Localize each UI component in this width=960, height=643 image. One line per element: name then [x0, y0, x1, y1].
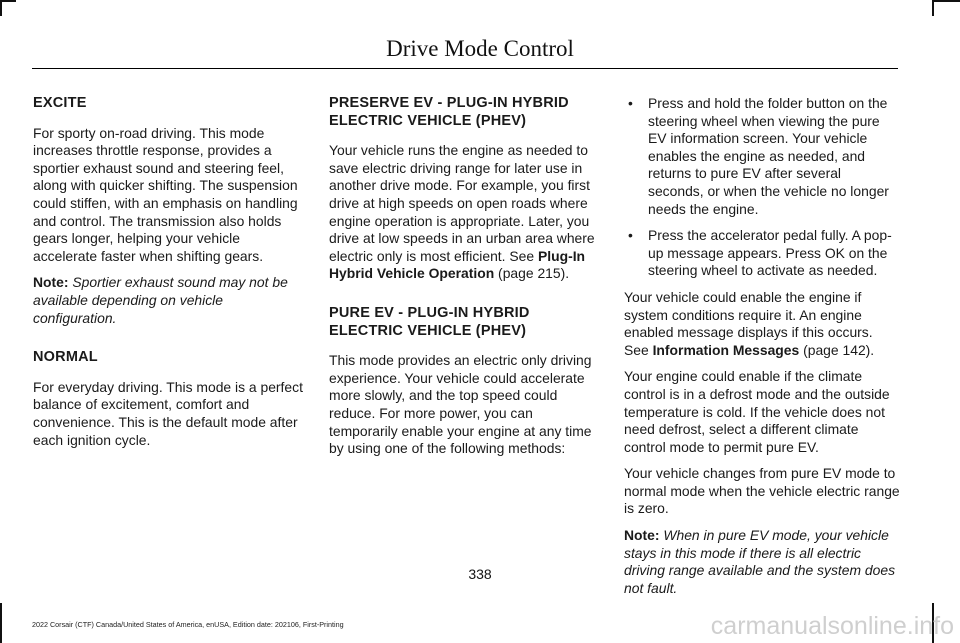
- defrost-paragraph: Your engine could enable if the climate control is in a defrost mode and the outside temperature is cold. If the vehicle does not need defrost, select a different climate control mode to permit pure EV.: [624, 368, 890, 455]
- watermark: carmanualsonline.info: [710, 612, 954, 640]
- excite-description: For sporty on-road driving. This mode increases throttle response, provides a sportier exhaust sound and steering feel, along with quicker shifting. The suspension could stiffen, with an emphasis on handling and control. The transmission also holds gears longer, helping your vehicle accelerate faster when shifting gears.: [33, 124, 298, 264]
- note-text: When in pure EV mode, your vehicle stays in this mode if there is all electric driving range available and the system does not fault.: [624, 527, 896, 596]
- page-reference: (page 142).: [799, 341, 875, 358]
- method-list: [624, 95, 900, 280]
- section-heading-pure-ev: PURE EV - PLUG-IN HYBRID ELECTRIC VEHICLE (PHEV): [329, 304, 530, 339]
- header-divider: [32, 68, 898, 69]
- column-middle: [329, 95, 601, 467]
- pure-ev-note: [624, 527, 900, 597]
- engine-enable-paragraph: [624, 289, 900, 359]
- normal-description: For everyday driving. This mode is a perfect balance of excitement, comfort and convenience. This is the default mode after each ignition cycle.: [33, 378, 303, 448]
- crop-mark: [932, 0, 960, 2]
- list-item-text: Press the accelerator pedal fully. A pop-up message appears. Press OK on the steering wheel to activate as needed.: [648, 227, 892, 279]
- crop-mark: [0, 603, 2, 643]
- column-left: [33, 95, 305, 458]
- preserve-ev-description: [329, 142, 601, 283]
- list-item-text: Press and hold the folder button on the steering wheel when viewing the pure EV information screen. Your vehicle enables the engine as needed, and returns to pure EV after several seconds, or when the vehicle no longer needs the engine.: [648, 95, 889, 217]
- page-title: Drive Mode Control: [386, 36, 574, 61]
- section-heading-normal: NORMAL: [33, 349, 98, 366]
- column-right: [624, 95, 900, 606]
- note-text: Sportier exhaust sound may not be available depending on vehicle configuration.: [33, 274, 288, 326]
- cross-reference-link[interactable]: Plug-In Hybrid Vehicle Operation: [329, 247, 586, 282]
- bullet-icon: •: [628, 227, 633, 244]
- list-item: [624, 227, 900, 280]
- note-label: Note:: [33, 274, 69, 291]
- crop-mark: [0, 0, 2, 16]
- pure-ev-description: This mode provides an electric only driving experience. Your vehicle could accelerate more slowly, and the top speed could reduce. For more power, you can temporarily enable your engine at any time by using one of the following methods:: [329, 352, 592, 457]
- cross-reference-link[interactable]: Information Messages: [652, 341, 800, 358]
- crop-mark: [0, 0, 16, 2]
- section-heading-excite: EXCITE: [33, 95, 87, 111]
- crop-mark: [932, 0, 934, 16]
- note-label: Note:: [624, 527, 660, 544]
- paragraph-text: Your vehicle could enable the engine if system conditions require it. An engine enabled message displays if this occurs. See: [624, 288, 873, 358]
- list-item: [624, 95, 900, 218]
- excite-note: [33, 274, 305, 327]
- section-heading-preserve-ev: PRESERVE EV - PLUG-IN HYBRID ELECTRIC VEHICLE (PHEV): [329, 95, 569, 129]
- edition-footer: 2022 Corsair (CTF) Canada/United States of America, enUSA, Edition date: 202106, First-Printing: [32, 620, 344, 629]
- preserve-ev-text: Your vehicle runs the engine as needed to save electric driving range for later use in another drive mode. For example, you first drive at high speeds on open roads where engine operation is appropriate. Later, you drive at low speeds in an urban area where electric only is most efficient. See: [329, 142, 595, 264]
- page-number: 338: [468, 566, 492, 582]
- range-zero-paragraph: Your vehicle changes from pure EV mode to normal mode when the vehicle electric range is zero.: [624, 465, 900, 517]
- page-reference: (page 215).: [494, 265, 570, 282]
- bullet-icon: •: [628, 95, 633, 111]
